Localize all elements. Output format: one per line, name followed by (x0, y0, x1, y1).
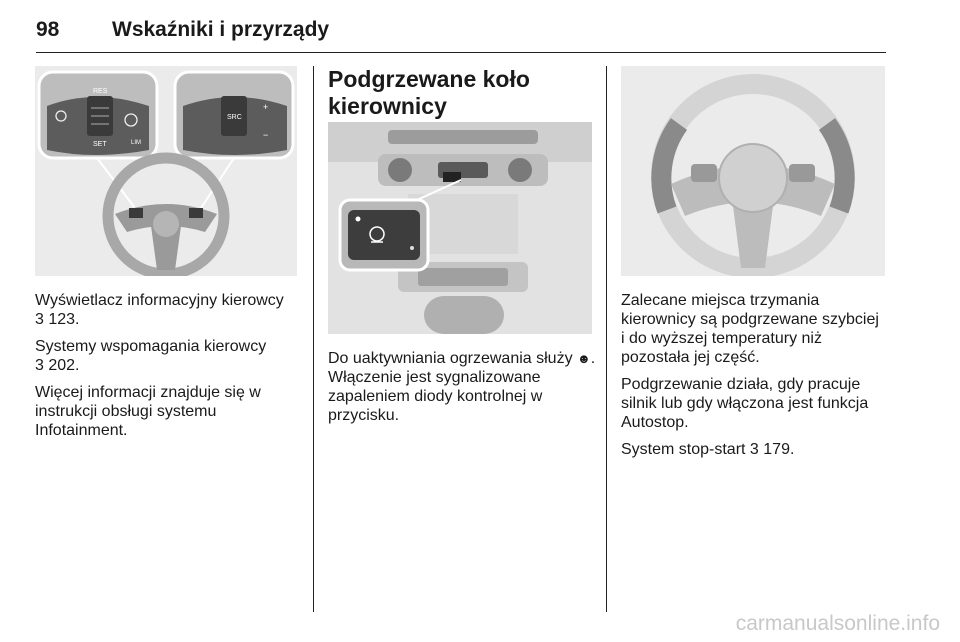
page-header (36, 12, 886, 53)
watermark: carmanualsonline.info (735, 612, 940, 635)
res-label: RES (93, 88, 108, 95)
paragraph-text-start: Do uaktywniania ogrzewania służy (328, 350, 573, 367)
infotainment-reference-paragraph: Więcej informacji znajduje się w instrukcji obsługi systemu Infotainment. (35, 384, 261, 439)
section-heading: Podgrzewane koło kierownicy (328, 66, 530, 119)
chapter-title: Wskaźniki i przyrządy (112, 18, 330, 41)
heating-conditions-paragraph: Podgrzewanie działa, gdy pracuje silnik lub gdy włączona jest funkcja Autostop. (621, 376, 869, 431)
src-label: SRC (227, 114, 242, 121)
column-divider-left (313, 66, 314, 612)
heated-wheel-paragraph (328, 349, 600, 425)
lim-label: LIM (131, 140, 142, 146)
column-right-text (621, 291, 887, 467)
paragraph-text-rest: . Włączenie jest sygnalizowane zapaleniem diody kontrolnej w przycisku. (328, 350, 596, 424)
column-middle-text (328, 349, 600, 433)
set-label: SET (93, 141, 107, 148)
center-console-figure (328, 122, 592, 334)
heated-steering-wheel-icon: ☻ (577, 351, 591, 366)
driver-assistance-paragraph: Systemy wspomagania kierowcy 3 202. (35, 338, 267, 374)
grip-zones-paragraph: Zalecane miejsca trzymania kierownicy są podgrzewane szybciej i do wyższej temperatury niż pozostała jej część. (621, 292, 879, 366)
driver-info-display-paragraph: Wyświetlacz informacyjny kierowcy 3 123. (35, 292, 284, 328)
svg-text:+: + (263, 102, 269, 112)
svg-text:−: − (263, 130, 269, 140)
heated-steering-wheel-figure (621, 66, 885, 276)
stop-start-reference-paragraph: System stop-start 3 179. (621, 441, 795, 458)
page-number: 98 (36, 18, 60, 41)
column-divider-right (606, 66, 607, 612)
steering-wheel-controls-figure (35, 66, 297, 276)
column-left-text (35, 291, 301, 448)
